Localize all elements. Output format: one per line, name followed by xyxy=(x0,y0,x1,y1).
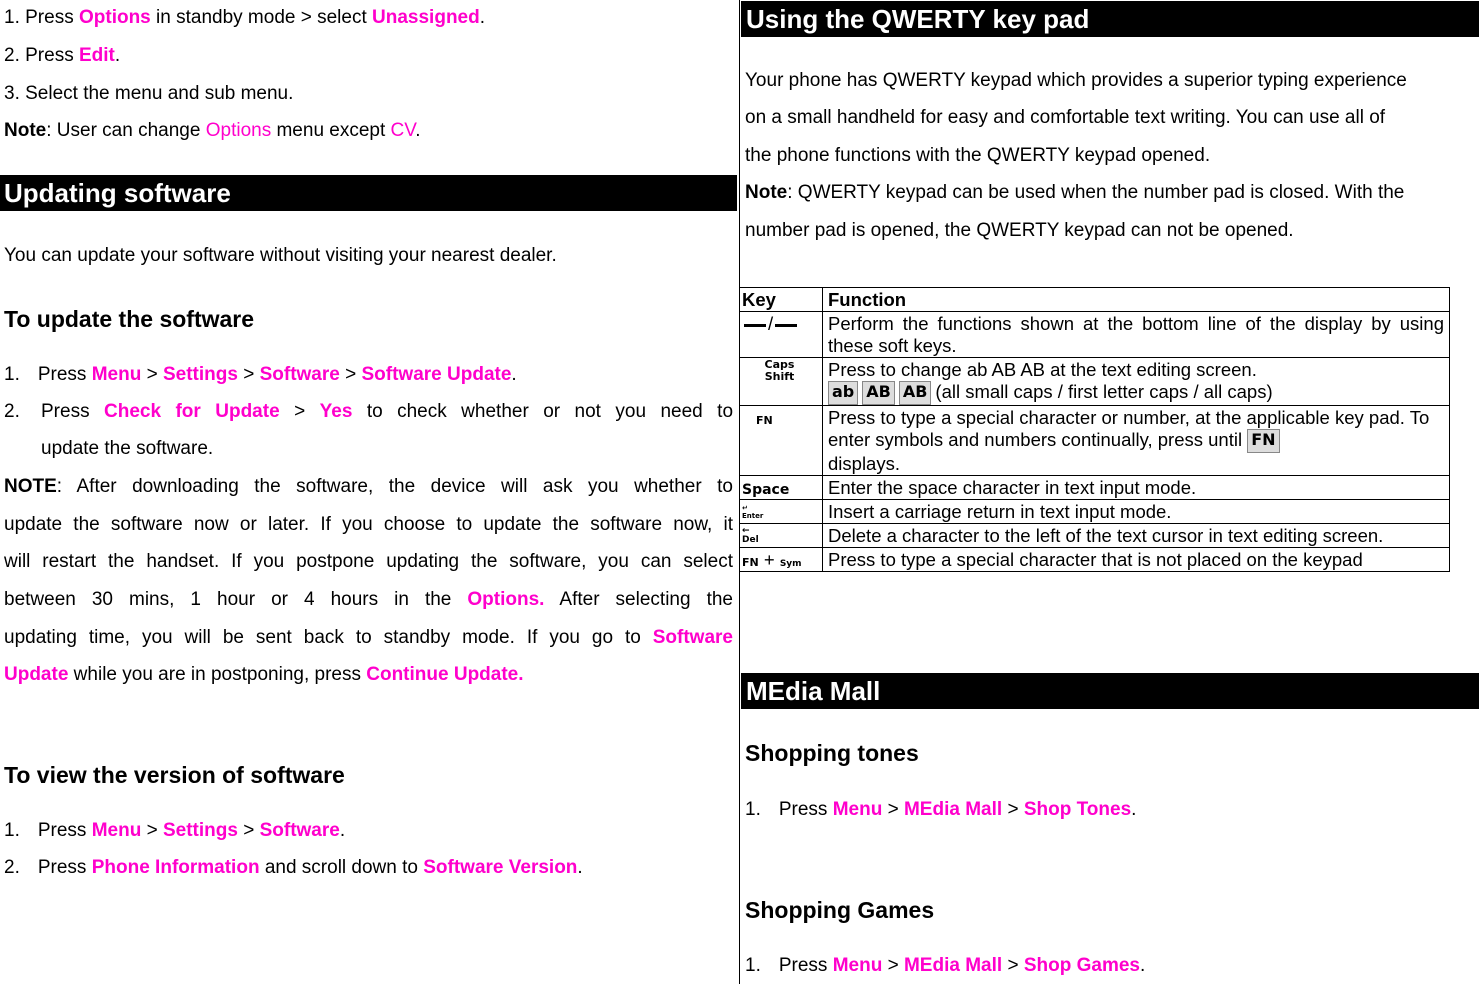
first-caps-icon: AB xyxy=(862,381,895,405)
qwerty-para-3: the phone functions with the QWERTY keypad opened. xyxy=(745,145,1211,166)
function-cell: Press to type a special character that is not placed on the keypad xyxy=(823,548,1450,572)
note-line-6: Update while you are in postponing, press Continue Update. xyxy=(4,664,524,685)
shop-tones-step: 1. Press Menu > MEdia Mall > Shop Tones. xyxy=(745,799,1137,820)
note-line-2: update the software now or later. If you choose to update the software now, it xyxy=(4,514,733,535)
table-row xyxy=(740,406,1450,476)
right-softkey-icon xyxy=(775,324,797,327)
intro-step-3: 3. Select the menu and sub menu. xyxy=(4,83,294,104)
qwerty-note-2: number pad is opened, the QWERTY keypad can not be opened. xyxy=(745,220,1294,241)
intro-step-1: 1. Press Options in standby mode > select Unassigned. xyxy=(4,7,486,28)
intro-note: Note: User can change Options menu except CV. xyxy=(4,120,421,141)
function-cell: Perform the functions shown at the bottom line of the display by using these soft keys. xyxy=(823,312,1450,358)
fn-mode-icon: FN xyxy=(1247,429,1279,453)
table-row xyxy=(740,524,1450,548)
update-step-2: Press Check for Update > Yes to check whether or not you need to xyxy=(41,401,734,422)
function-column-header: Function xyxy=(823,288,1450,312)
space-key xyxy=(740,476,823,500)
caps-shift-key xyxy=(740,358,823,406)
all-caps-icon: AB xyxy=(899,381,932,405)
enter-icon: ↵ Enter xyxy=(742,504,764,521)
fn-key xyxy=(740,406,823,476)
small-caps-icon: ab xyxy=(828,381,858,405)
view-version-heading: To view the version of software xyxy=(4,762,345,788)
unassigned-link: Unassigned xyxy=(372,7,480,28)
function-cell: Press to type a special character or number, at the applicable key pad. To enter symbols and numbers continually, press until FN displays. xyxy=(823,406,1450,476)
note-line-4: between 30 mins, 1 hour or 4 hours in the Options. After selecting the xyxy=(4,589,733,610)
version-step-1: 1. Press Menu > Settings > Software. xyxy=(4,820,346,841)
key-column-header: Key xyxy=(740,288,823,312)
fn-icon: FN xyxy=(756,414,773,428)
softkeys-key: / xyxy=(740,312,823,358)
table-row xyxy=(740,312,1450,358)
note-line-3: will restart the handset. If you postpone updating the software, you can select xyxy=(4,551,733,572)
function-cell: Press to change ab AB AB at the text editing screen. ab AB AB (all small caps / first letter caps / all caps) xyxy=(823,358,1450,406)
table-row xyxy=(740,358,1450,406)
update-step-2-num: 2. xyxy=(4,401,20,422)
qwerty-para-2: on a small handheld for easy and comfortable text writing. You can use all of xyxy=(745,107,1386,128)
fn-icon: FN xyxy=(742,556,759,570)
qwerty-note-1: Note: QWERTY keypad can be used when the number pad is closed. With the xyxy=(745,182,1405,203)
shopping-tones-heading: Shopping tones xyxy=(745,740,919,766)
shop-games-step: 1. Press Menu > MEdia Mall > Shop Games. xyxy=(745,955,1146,976)
to-update-heading: To update the software xyxy=(4,306,255,332)
function-cell: Enter the space character in text input mode. xyxy=(823,476,1450,500)
update-step-2-cont: update the software. xyxy=(41,438,214,459)
updating-description: You can update your software without visiting your nearest dealer. xyxy=(4,245,557,266)
note-line-1: NOTE: After downloading the software, the device will ask you whether to xyxy=(4,476,733,497)
options-link: Options xyxy=(78,7,151,28)
sym-icon: Sym xyxy=(779,559,802,570)
delete-icon: ← Del xyxy=(742,526,759,546)
note-line-5: updating time, you will be sent back to standby mode. If you go to Software xyxy=(4,627,733,648)
enter-key xyxy=(740,500,823,524)
update-step-1: 1. Press Menu > Settings > Software > Software Update. xyxy=(4,364,517,385)
table-row xyxy=(740,500,1450,524)
version-step-2: 2. Press Phone Information and scroll down to Software Version. xyxy=(4,857,583,878)
qwerty-para-1: Your phone has QWERTY keypad which provides a superior typing experience xyxy=(745,70,1407,91)
caps-shift-icon: Caps Shift xyxy=(764,358,795,383)
del-key xyxy=(740,524,823,548)
table-row xyxy=(740,548,1450,572)
space-icon: Space xyxy=(742,482,790,499)
function-cell: Delete a character to the left of the text cursor in text editing screen. xyxy=(823,524,1450,548)
fn-sym-key: FN + Sym xyxy=(740,548,823,572)
intro-step-2: 2. Press Edit. xyxy=(4,45,121,66)
shopping-games-heading: Shopping Games xyxy=(745,897,935,923)
table-row xyxy=(740,476,1450,500)
qwerty-heading: Using the QWERTY key pad xyxy=(741,1,1479,37)
left-softkey-icon xyxy=(744,324,766,327)
media-mall-heading: MEdia Mall xyxy=(741,673,1479,709)
updating-software-heading: Updating software xyxy=(0,175,737,211)
key-function-table xyxy=(739,287,1450,572)
function-cell: Insert a carriage return in text input mode. xyxy=(823,500,1450,524)
table-header-row xyxy=(740,288,1450,312)
